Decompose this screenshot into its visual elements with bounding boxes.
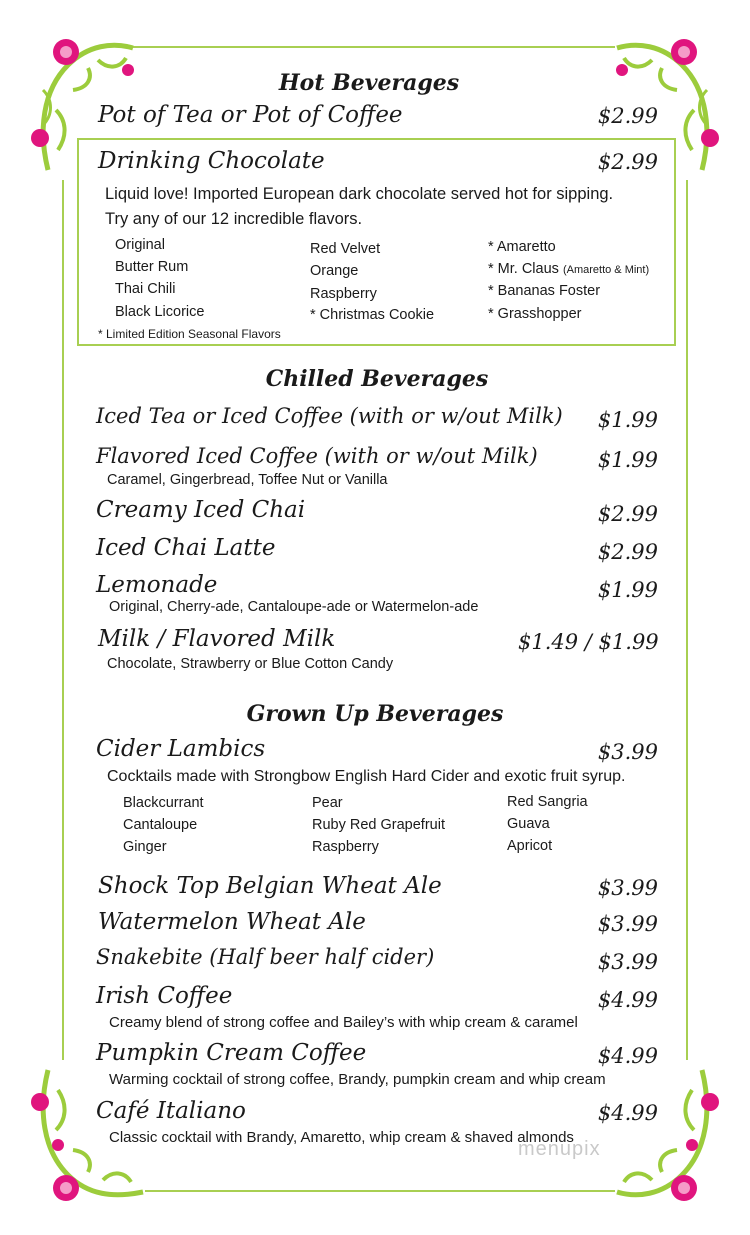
menu-item-description: Liquid love! Imported European dark chocolate served hot for sipping. [105,185,614,203]
menu-item-description: Chocolate, Strawberry or Blue Cotton Candy [107,656,394,672]
menu-item-price: $3.99 [597,950,658,974]
menu-item-name: Snakebite (Half beer half cider) [96,945,435,969]
menu-item-description: Warming cocktail of strong coffee, Brandy, pumpkin cream and whip cream [109,1071,606,1088]
flavor-list-item: Original [115,237,165,253]
corner-ornament-bottom-right [612,1060,722,1210]
hot-beverages-heading: Hot Beverages [278,70,460,96]
cider-flavor-item: Ruby Red Grapefruit [312,817,445,833]
menu-item-price: $2.99 [597,150,658,174]
flavor-list-item: Raspberry [310,286,377,302]
cider-flavor-item: Red Sangria [507,794,588,810]
menu-item-description: Cocktails made with Strongbow English Hard Cider and exotic fruit syrup. [107,768,626,785]
cider-flavor-item: Ginger [123,839,167,855]
menu-item-name: Lemonade [96,572,218,598]
menu-item-name: Cider Lambics [96,736,266,762]
menu-item-price: $1.99 [597,448,658,472]
limited-edition-note: * Limited Edition Seasonal Flavors [98,327,281,341]
menu-item-name: Watermelon Wheat Ale [98,909,366,935]
flavor-list-item: * Amaretto [488,239,556,255]
menu-item-description: Caramel, Gingerbread, Toffee Nut or Vanilla [107,472,388,488]
menu-item-price: $3.99 [597,876,658,900]
menu-item-name: Pumpkin Cream Coffee [96,1040,367,1066]
cider-flavor-item: Blackcurrant [123,795,204,811]
flavor-list-item: Butter Rum [115,259,189,275]
menu-item-description: Creamy blend of strong coffee and Bailey’s with whip cream & caramel [109,1014,578,1031]
right-border-line [686,180,688,1060]
flavor-list-item: Red Velvet [310,241,381,257]
menu-item-name: Flavored Iced Coffee (with or w/out Milk) [96,444,538,468]
flavor-list-item [488,261,649,277]
flavor-list-item: * Bananas Foster [488,283,601,299]
flavor-list-item: Thai Chili [115,281,176,297]
menu-item-price: $1.99 [597,408,658,432]
menu-item-name: Iced Chai Latte [96,535,276,561]
top-border-line [130,46,615,48]
menu-item-name: Shock Top Belgian Wheat Ale [98,873,442,899]
cider-flavor-item: Pear [312,795,343,811]
menu-item-price: $2.99 [597,540,658,564]
menu-item-name: Café Italiano [96,1098,246,1124]
menu-item-description: Original, Cherry-ade, Cantaloupe-ade or Watermelon-ade [109,599,479,615]
flavor-list-item: Black Licorice [115,304,205,320]
menu-item-name: Creamy Iced Chai [96,497,306,523]
menu-item-price: $4.99 [597,1101,658,1125]
flavor-name: * Mr. Claus [488,261,559,277]
cider-flavor-item: Apricot [507,838,553,854]
menu-item-price: $3.99 [597,740,658,764]
grown-up-beverages-heading: Grown Up Beverages [246,701,504,727]
menu-item-price: $4.99 [597,988,658,1012]
menu-item-name: Iced Tea or Iced Coffee (with or w/out Milk) [96,404,563,428]
flavor-list-item: Orange [310,263,359,279]
menu-item-name: Irish Coffee [96,983,233,1009]
menu-item-name: Pot of Tea or Pot of Coffee [98,102,403,128]
watermark: menupix [518,1138,601,1160]
left-border-line [62,180,64,1060]
menu-item-name: Milk / Flavored Milk [98,626,336,652]
menu-item-price: $2.99 [597,502,658,526]
cider-flavor-item: Raspberry [312,839,379,855]
cider-flavor-item: Cantaloupe [123,817,198,833]
menu-item-price: $1.49 / $1.99 [518,630,659,654]
menu-item-price: $4.99 [597,1044,658,1068]
menu-item-price: $1.99 [597,578,658,602]
chilled-beverages-heading: Chilled Beverages [265,366,489,392]
menu-item-price: $2.99 [597,104,658,128]
flavor-note: (Amaretto & Mint) [562,264,650,276]
bottom-border-line [145,1190,615,1192]
menu-item-description: Try any of our 12 incredible flavors. [105,210,363,228]
menu-item-name: Drinking Chocolate [98,148,325,174]
menu-item-description: Classic cocktail with Brandy, Amaretto, whip cream & shaved almonds [109,1129,574,1146]
flavor-list-item: * Christmas Cookie [310,307,435,323]
menu-item-price: $3.99 [597,912,658,936]
cider-flavor-item: Guava [507,816,550,832]
flavor-list-item: * Grasshopper [488,306,582,322]
